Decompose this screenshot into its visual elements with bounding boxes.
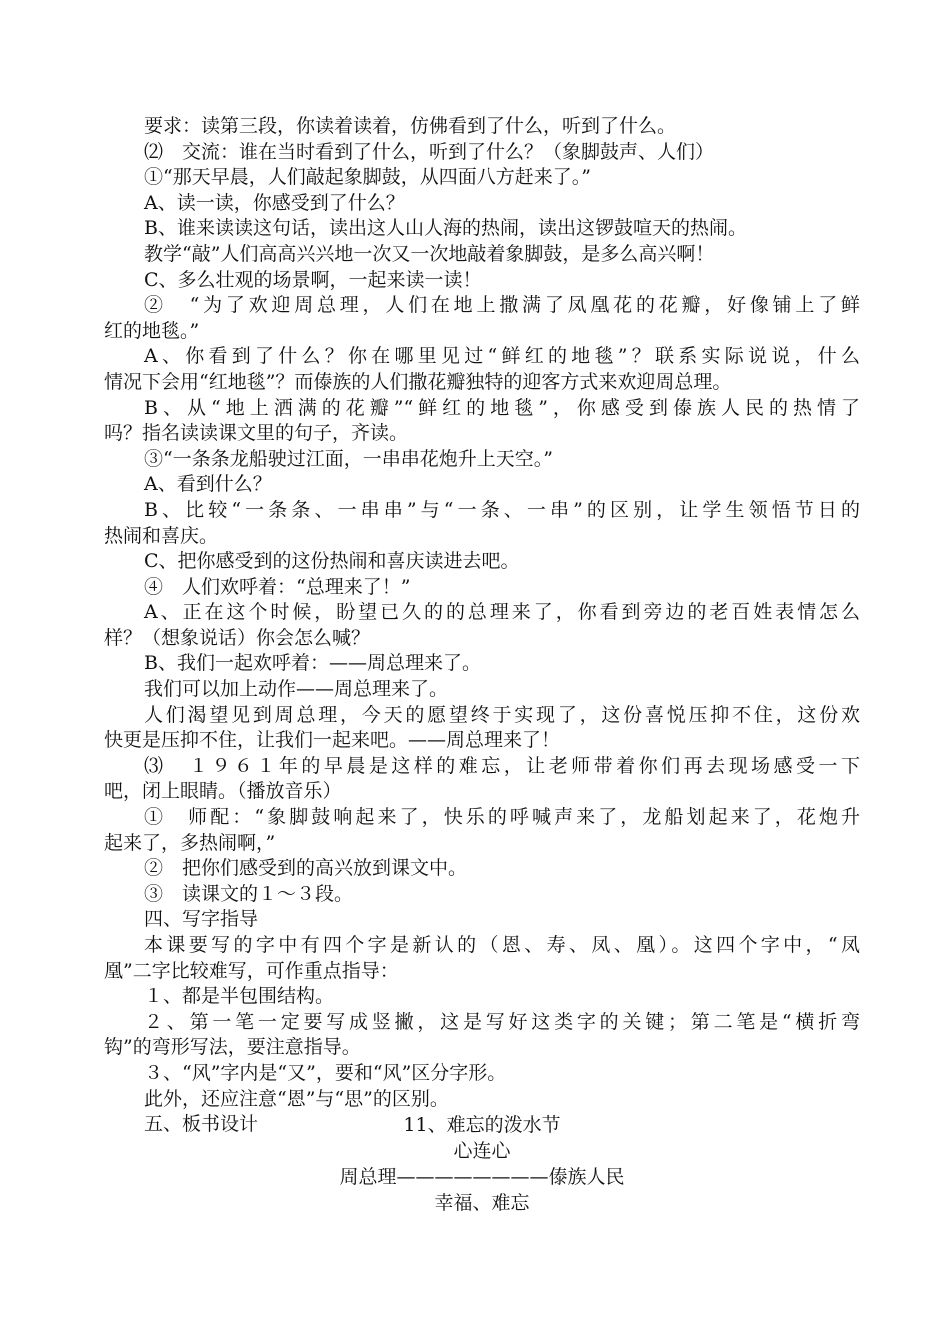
- text-line: ①“那天早晨，人们敲起象脚鼓，从四面八方赶来了。”: [144, 166, 591, 189]
- text-line: 我们可以加上动作——周总理来了。: [144, 678, 449, 701]
- text-line: 人们渴望见到周总理，今天的愿望终于实现了，这份喜悦压抑不住，这份欢: [144, 703, 860, 726]
- text-line: 钩”的弯形写法，要注意指导。: [104, 1036, 361, 1059]
- lesson-body: [104, 114, 860, 1138]
- text-line: 此外，还应注意“恩”与“思”的区别。: [144, 1087, 449, 1110]
- text-line: 要求：读第三段，你读着读着，仿佛看到了什么，听到了什么。: [144, 115, 677, 137]
- text-line: A、读一读，你感受到了什么？: [144, 191, 405, 214]
- text-line: B、我们一起欢呼着：——周总理来了。: [144, 652, 481, 675]
- board-relation: 周总理————————傣族人民: [339, 1166, 625, 1188]
- text-line: 吧，闭上眼睛。（播放音乐）: [104, 780, 342, 803]
- board-title: 11、难忘的泼水节: [403, 1114, 561, 1136]
- text-line: ⑵ 交流：谁在当时看到了什么，听到了什么？（象脚鼓声、人们）: [144, 140, 715, 163]
- board-design: [104, 1112, 860, 1216]
- text-line: ２、第一笔一定要写成竖撇，这是写好这类字的关键；第二笔是“横折弯: [144, 1010, 860, 1033]
- text-line: ⑶ １９６１年的早晨是这样的难忘，让老师带着你们再去现场感受一下: [144, 754, 860, 777]
- text-line: 红的地毯。”: [104, 319, 200, 342]
- board-bottom: 幸福、难忘: [434, 1192, 530, 1214]
- text-line: 凰”二字比较难写，可作重点指导：: [104, 959, 399, 982]
- text-line: 热闹和喜庆。: [104, 524, 219, 547]
- text-line: ② “为了欢迎周总理，人们在地上撒满了凤凰花的花瓣，好像铺上了鲜: [144, 294, 860, 317]
- text-line: 吗？指名读读课文里的句子，齐读。: [104, 422, 409, 445]
- text-line: C、多么壮观的场景啊，一起来读一读！: [144, 268, 482, 291]
- text-line: ② 把你们感受到的高兴放到课文中。: [144, 857, 468, 880]
- text-line: １、都是半包围结构。: [144, 985, 335, 1008]
- text-line: B、比较“一条条、一串串”与“一条、一串”的区别，让学生领悟节日的: [144, 498, 860, 521]
- text-line: ① 师配：“象脚鼓响起来了，快乐的呼喊声来了，龙船划起来了，花炮升: [144, 806, 860, 829]
- text-line: B、谁来读读这句话，读出这人山人海的热闹，读出这锣鼓喧天的热闹。: [144, 217, 747, 240]
- text-line: 快更是压抑不住，让我们一起来吧。——周总理来了！: [104, 729, 561, 752]
- text-line: 情况下会用“红地毯”？而傣族的人们撒花瓣独特的迎客方式来欢迎周总理。: [104, 370, 732, 393]
- text-line: ③“一条条龙船驶过江面，一串串花炮升上天空。”: [144, 447, 553, 470]
- text-line: 起来了，多热闹啊，”: [104, 831, 276, 854]
- text-line: B、从“地上洒满的花瓣”“鲜红的地毯”，你感受到傣族人民的热情了: [144, 396, 860, 419]
- text-line: A、你看到了什么？你在哪里见过“鲜红的地毯”？联系实际说说，什么: [144, 345, 860, 368]
- text-line: C、把你感受到的这份热闹和喜庆读进去吧。: [144, 550, 520, 573]
- text-line: 本课要写的字中有四个字是新认的（恩、寿、凤、凰）。这四个字中，“凤: [144, 934, 860, 956]
- text-line: A、正在这个时候，盼望已久的的总理来了，你看到旁边的老百姓表情怎么: [144, 601, 860, 624]
- text-line: ③ 读课文的１～３段。: [144, 882, 354, 905]
- text-line: 样？（想象说话）你会怎么喊？: [104, 626, 371, 649]
- text-line: A、看到什么？: [144, 473, 272, 496]
- text-line: 四、写字指导: [144, 908, 259, 931]
- board-subtitle: 心连心: [453, 1140, 511, 1162]
- text-line: ④ 人们欢呼着：“总理来了！”: [144, 575, 411, 598]
- text-line: 教学“敲”人们高高兴兴地一次又一次地敲着象脚鼓，是多么高兴啊！: [144, 242, 715, 265]
- text-line: 五、板书设计: [144, 1113, 259, 1136]
- text-line: ３、“风”字内是“又”，要和“风”区分字形。: [144, 1061, 507, 1084]
